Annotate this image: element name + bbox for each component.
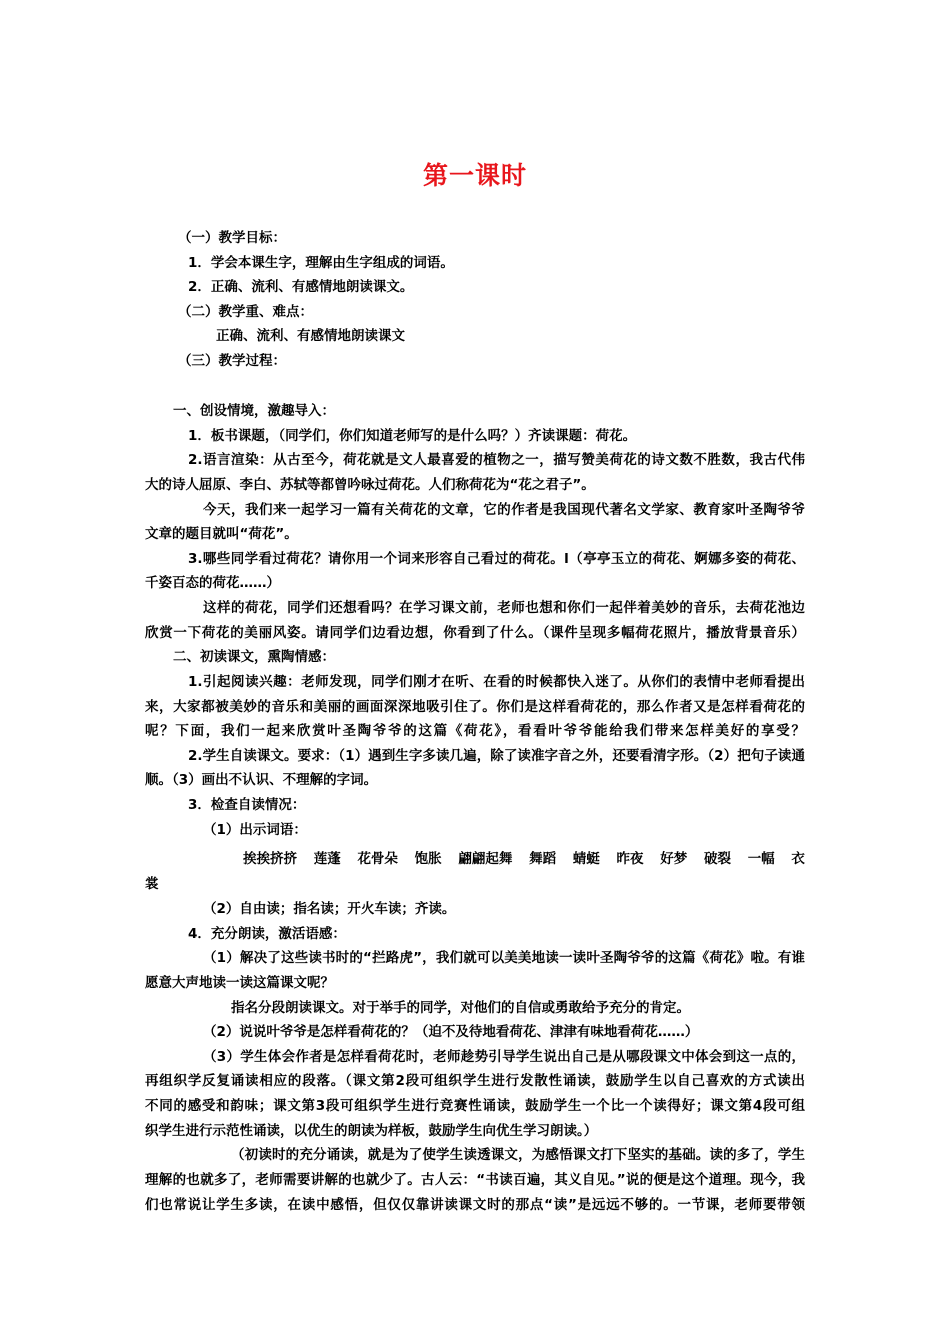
page-title: 第一课时 <box>422 161 527 190</box>
text-line: 愿意大声地读一读这篇课文呢？ <box>145 975 334 991</box>
vocabulary-word: 好梦 <box>660 851 688 867</box>
text-line: （3）学生体会作者是怎样看荷花时，老师趁势引导学生说出自己是从哪段课文中体会到这一点的， <box>203 1049 805 1065</box>
text-line: 1．学会本课生字，理解由生字组成的词语。 <box>188 255 454 271</box>
text-line: 指名分段朗读课文。对于举手的同学，对他们的自信或勇敢给予充分的肯定。 <box>231 1000 690 1016</box>
text-line: （2）自由读；指名读；开火车读；齐读。 <box>203 901 456 917</box>
section-heading: （三）教学过程： <box>178 353 286 369</box>
vocabulary-word: 昨夜 <box>616 851 644 867</box>
vocabulary-word: 衣 <box>791 851 805 867</box>
text-line: 1.引起阅读兴趣：老师发现，同学们刚才在听、在看的时候都快入迷了。从你们的表情中老师看提出 <box>188 674 805 690</box>
text-line: （初读时的充分诵读，就是为了使学生读透课文，为感悟课文打下坚实的基础。读的多了，学生 <box>231 1147 805 1163</box>
vocabulary-list <box>243 850 805 868</box>
text-line: 今天，我们来一起学习一篇有关荷花的文章，它的作者是我国现代著名文学家、教育家叶圣陶爷爷 <box>203 502 805 518</box>
text-line: 欣赏一下荷花的美丽风姿。请同学们边看边想，你看到了什么。（课件呈现多幅荷花照片，播放背景音乐） <box>145 625 805 641</box>
text-line: （1）出示词语： <box>203 822 307 838</box>
text-line: 2．正确、流利、有感情地朗读课文。 <box>188 279 414 295</box>
text-line: 呢？下面，我们一起来欣赏叶圣陶爷爷的这篇《荷花》，看看叶爷爷能给我们带来怎样美好的享受？ <box>145 723 805 739</box>
vocabulary-word: 花骨朵 <box>357 851 398 867</box>
text-line: 正确、流利、有感情地朗读课文 <box>216 328 405 344</box>
text-line: 1．板书课题，（同学们，你们知道老师写的是什么吗？）齐读课题：荷花。 <box>188 428 637 444</box>
text-line: 织学生进行示范性诵读，以优生的朗读为样板，鼓励学生向优生学习朗读。） <box>145 1123 598 1139</box>
section-heading: （一）教学目标： <box>178 230 286 246</box>
vocabulary-word: 蜻蜓 <box>572 851 600 867</box>
vocabulary-word: 饱胀 <box>414 851 442 867</box>
text-line: 3．检查自读情况： <box>188 797 306 813</box>
text-line: 不同的感受和韵味；课文第3段可组织学生进行竞赛性诵读，鼓励学生一个比一个读得好；课文第4段可组 <box>145 1098 805 1114</box>
text-line: 2.语言渲染：从古至今，荷花就是文人最喜爱的植物之一，描写赞美荷花的诗文数不胜数，我古代伟 <box>188 452 805 468</box>
text-line: 3.哪些同学看过荷花？请你用一个词来形容自己看过的荷花。l（亭亭玉立的荷花、婀娜多姿的荷花、 <box>188 551 805 567</box>
vocabulary-word: 莲蓬 <box>313 851 341 867</box>
text-line: 这样的荷花，同学们还想看吗？在学习课文前，老师也想和你们一起伴着美妙的音乐，去荷花池边 <box>203 600 805 616</box>
section-heading: 二、初读课文，熏陶情感： <box>173 649 335 665</box>
text-line: 来，大家都被美妙的音乐和美丽的画面深深地吸引住了。你们是这样看荷花的，那么作者又是怎样看荷花的 <box>145 699 805 715</box>
vocabulary-word: 挨挨挤挤 <box>243 851 297 867</box>
text-line: 顺。（3）画出不认识、不理解的字词。 <box>145 772 378 788</box>
text-line: （1）解决了这些读书时的“拦路虎”，我们就可以美美地读一读叶圣陶爷爷的这篇《荷花》啦。有谁 <box>203 950 805 966</box>
text-line: 再组织学反复诵读相应的段落。（课文第2段可组织学生进行发散性诵读，鼓励学生以自己喜欢的方式读出 <box>145 1073 805 1089</box>
text-line: 们也常说让学生多读，在读中感悟，但仅仅靠讲读课文时的那点“读”是远远不够的。一节课，老师要带领 <box>145 1197 805 1213</box>
text-line: 理解的也就多了，老师需要讲解的也就少了。古人云：“书读百遍，其义自见。”说的便是这个道理。现今，我 <box>145 1172 805 1188</box>
vocabulary-word: 一幅 <box>747 851 775 867</box>
vocabulary-word: 舞蹈 <box>529 851 557 867</box>
vocabulary-word: 破裂 <box>703 851 731 867</box>
text-line: 2.学生自读课文。要求：（1）遇到生字多读几遍，除了读准字音之外，还要看清字形。（2）把句子读通 <box>188 748 805 764</box>
text-line: 4．充分朗读，激活语感： <box>188 926 346 942</box>
section-heading: 一、创设情境，激趣导入： <box>173 403 335 419</box>
vocabulary-word: 翩翩起舞 <box>458 851 513 867</box>
text-line: 千姿百态的荷花……） <box>145 575 280 591</box>
text-line: （2）说说叶爷爷是怎样看荷花的？（迫不及待地看荷花、津津有味地看荷花……） <box>203 1024 699 1040</box>
text-line: 裳 <box>145 876 159 892</box>
text-line: 大的诗人屈原、李白、苏轼等都曾吟咏过荷花。人们称荷花为“花之君子”。 <box>145 477 595 493</box>
text-line: 文章的题目就叫“荷花”。 <box>145 526 298 542</box>
section-heading: （二）教学重、难点： <box>178 304 313 320</box>
